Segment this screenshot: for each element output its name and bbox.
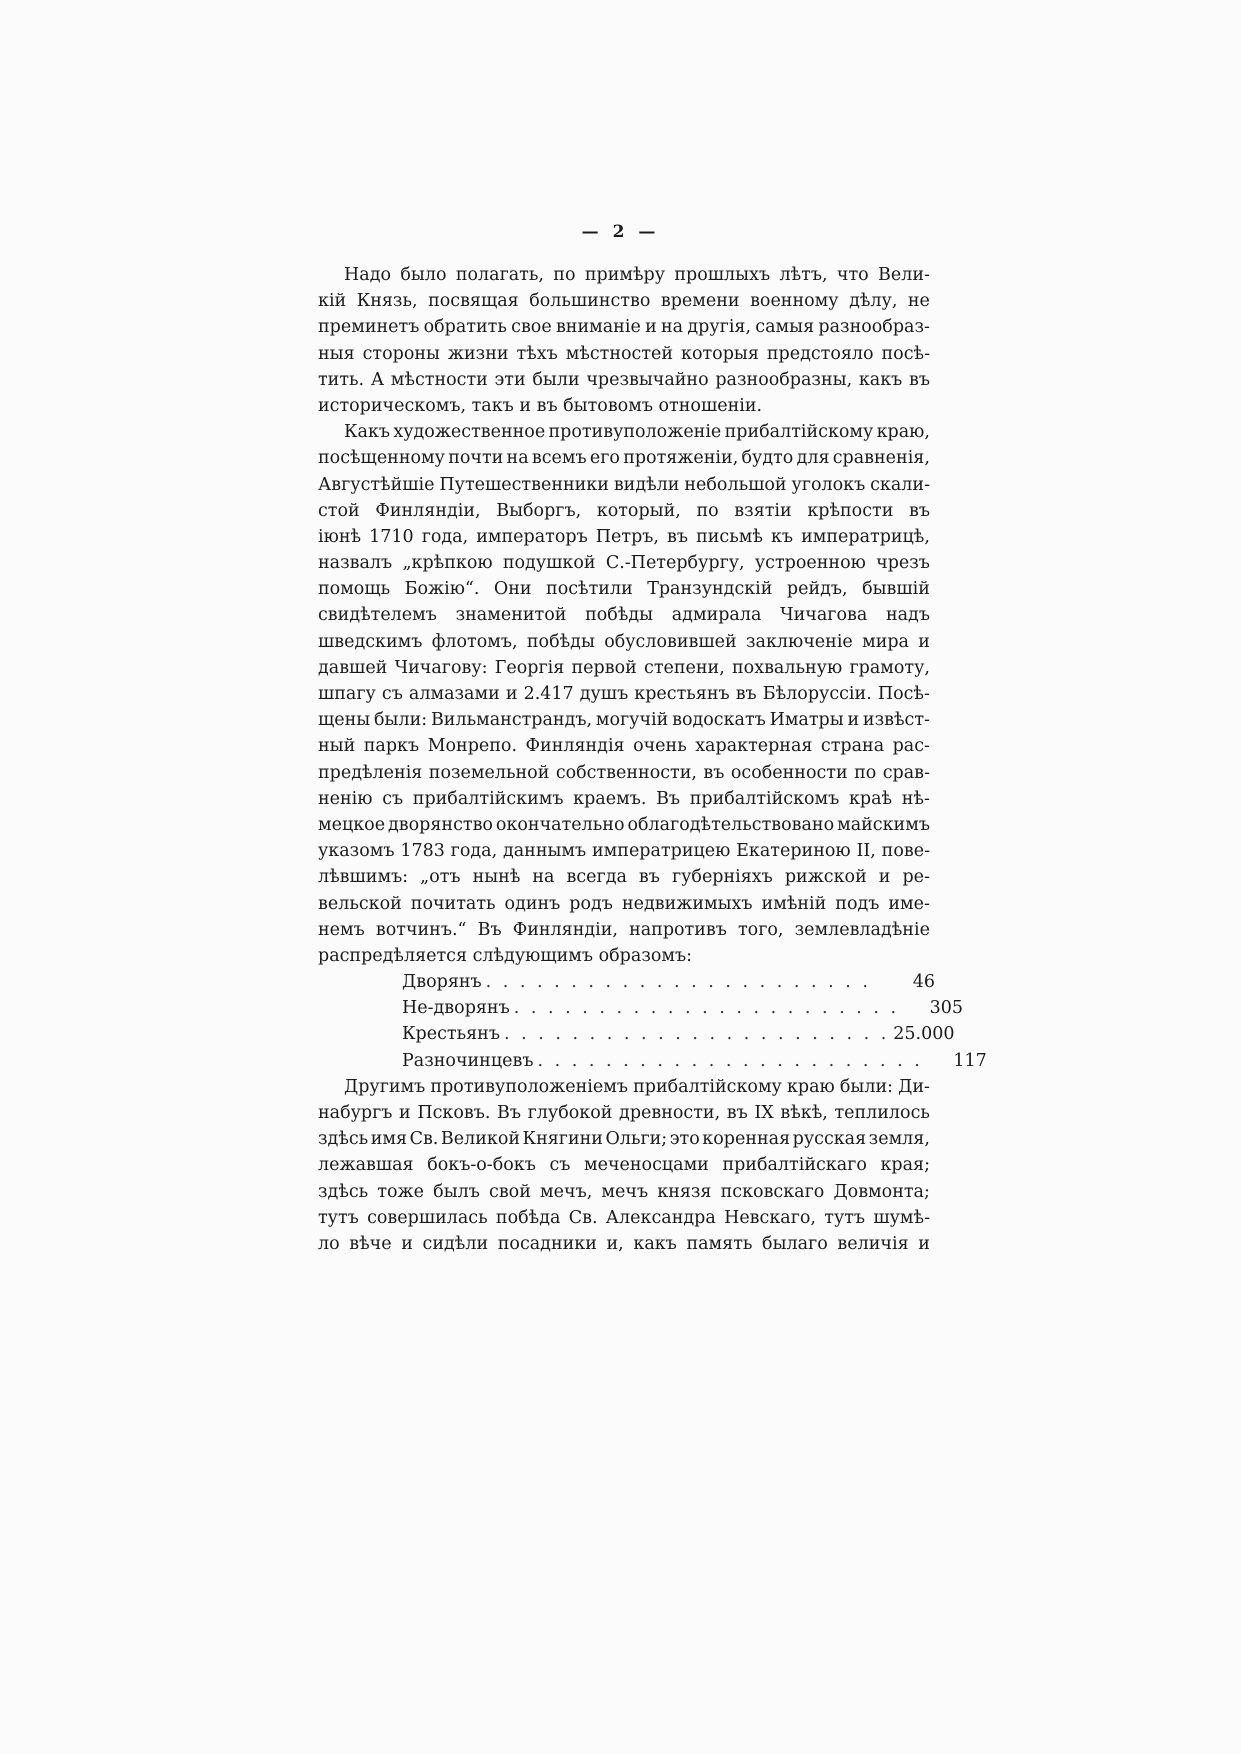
text-line: назвалъ „крѣпкою подушкой С.-Петербургу, устроенною чрезъ — [318, 553, 930, 574]
page-number: — 2 — — [581, 222, 660, 242]
text-line: тить. А мѣстности эти были чрезвычайно разнообразны, какъ въ — [318, 369, 930, 390]
text-line: Августѣйшіе Путешественники видѣли небольшой уголокъ скали- — [318, 474, 930, 495]
table-row — [402, 995, 964, 1021]
paragraph-3 — [318, 1074, 930, 1257]
table-row — [402, 969, 935, 995]
text-line: стой Финляндіи, Выборгъ, который, по взятіи крѣпости въ — [318, 500, 930, 521]
text-line: Другимъ противуположеніемъ прибалтійскому краю были: Ди- — [344, 1076, 930, 1097]
text-line: лѣвшимъ: „отъ нынѣ на всегда въ губерніяхъ рижской и ре- — [318, 867, 930, 888]
text-line: здѣсь тоже былъ свой мечъ, мечъ князя псковскаго Довмонта; — [318, 1181, 930, 1202]
text-line: іюнѣ 1710 года, императоръ Петръ, въ письмѣ къ императрицѣ, — [318, 526, 930, 547]
paragraph-2 — [318, 419, 930, 969]
text-line: ныя стороны жизни тѣхъ мѣстностей которыя предстояло посѣ- — [318, 343, 930, 364]
text-line: историческомъ, такъ и въ бытовомъ отношеніи. — [318, 395, 763, 416]
table-row — [402, 1021, 955, 1047]
text-line: немъ вотчинъ.“ Въ Финляндіи, напротивъ того, землевладѣніе — [318, 919, 930, 940]
text-line: преминетъ обратить свое вниманіе и на другія, самыя разнообраз- — [318, 317, 930, 338]
land-distribution-table — [402, 969, 987, 1074]
text-line: помощь Божію“. Они посѣтили Транзундскій рейдъ, бывшій — [318, 579, 930, 600]
row-label: Разночинцевъ — [402, 1050, 534, 1071]
text-line: свидѣтелемъ знаменитой побѣды адмирала Чичагова надъ — [318, 605, 930, 626]
text-line: указомъ 1783 года, даннымъ императрицею Екатериною II, пове- — [318, 841, 930, 862]
text-line: мецкое дворянство окончательно облагодѣтельствовано майскимъ — [318, 814, 930, 835]
text-line: предѣленія поземельной собственности, въ особенности по срав- — [318, 762, 930, 783]
text-line: ный паркъ Монрепо. Финляндія очень характерная страна рас- — [318, 736, 930, 757]
text-line: шпагу съ алмазами и 2.417 душъ крестьянъ въ Бѣлоруссіи. Посѣ- — [318, 684, 930, 704]
text-line: распредѣляется слѣдующимъ образомъ: — [318, 945, 693, 966]
row-value: 117 — [953, 1050, 987, 1071]
text-line: лежавшая бокъ-о-бокъ съ меченосцами прибалтійскаго края; — [318, 1155, 930, 1176]
text-line: здѣсь имя Св. Великой Княгини Ольги; это коренная русская земля, — [318, 1129, 930, 1150]
text-line: Какъ художественное противуположеніе прибалтійскому краю, — [344, 422, 930, 443]
text-line: посѣщенному почти на всемъ его протяженіи, будто для сравненія, — [318, 448, 930, 469]
row-value: 25.000 — [893, 1024, 955, 1045]
leader-dots: . . . . . . . . . . . . . . . . . . . . . . . — [485, 972, 871, 993]
row-value: 46 — [912, 972, 935, 993]
paragraph-1 — [318, 262, 930, 419]
text-line: ло вѣче и сидѣли посадники и, какъ память былаго величія и — [318, 1233, 930, 1254]
row-label: Не-дворянъ — [402, 998, 510, 1019]
text-line: Надо было полагать, по примѣру прошлыхъ лѣтъ, что Вели- — [344, 265, 930, 285]
table-row — [402, 1048, 987, 1074]
leader-dots: . . . . . . . . . . . . . . . . . . . . . . . — [513, 998, 900, 1019]
text-line: тутъ совершилась побѣда Св. Александра Невскаго, тутъ шумѣ- — [318, 1207, 930, 1228]
leader-dots: . . . . . . . . . . . . . . . . . . . . . . . — [503, 1024, 890, 1045]
body-text — [318, 262, 987, 1257]
row-label: Дворянъ — [402, 972, 482, 993]
row-label: Крестьянъ — [402, 1024, 500, 1045]
text-line: набургъ и Псковъ. Въ глубокой древности, въ IX вѣкѣ, теплилось — [318, 1103, 930, 1123]
text-line: давшей Чичагову: Георгія первой степени, похвальную грамоту, — [318, 657, 930, 678]
text-line: щены были: Вильманстрандъ, могучій водоскатъ Иматры и извѣст- — [318, 710, 930, 731]
text-line: вельской почитать одинъ родъ недвижимыхъ имѣній подъ име- — [318, 893, 930, 914]
leader-dots: . . . . . . . . . . . . . . . . . . . . . . . — [537, 1050, 923, 1071]
row-value: 305 — [929, 998, 964, 1019]
text-line: ненію съ прибалтійскимъ краемъ. Въ прибалтійскомъ краѣ нѣ- — [318, 788, 930, 809]
text-line: кій Князь, посвящая большинство времени военному дѣлу, не — [318, 291, 930, 312]
text-line: шведскимъ флотомъ, побѣды обусловившей заключеніе мира и — [318, 631, 930, 652]
